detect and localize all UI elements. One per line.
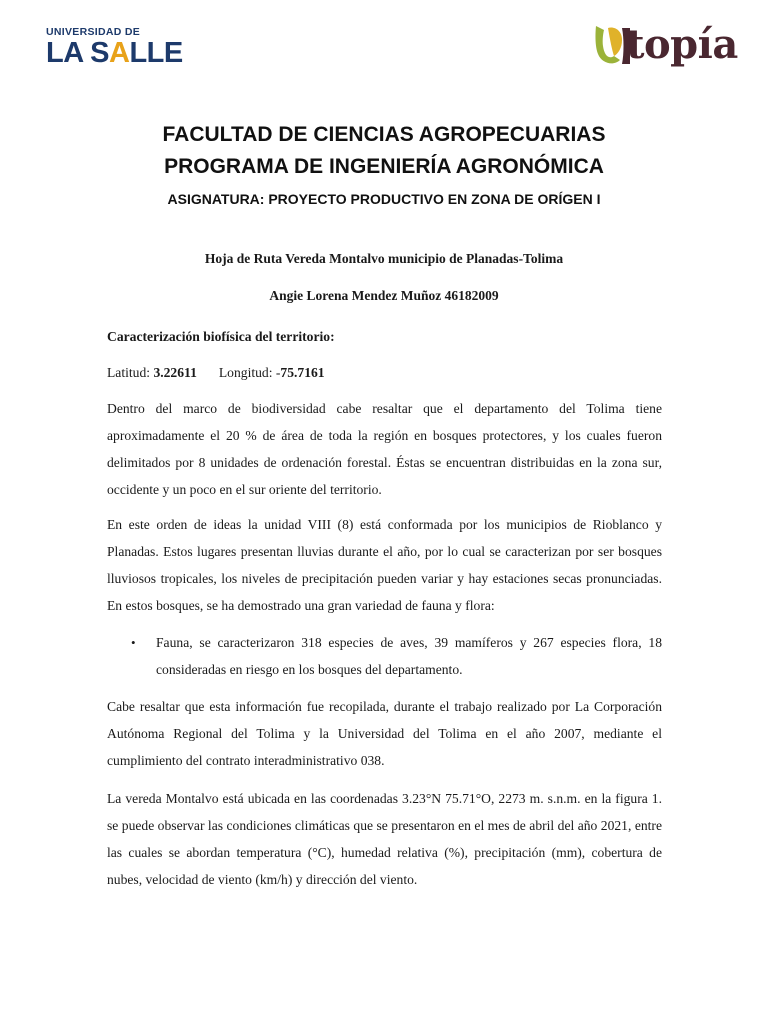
paragraph-source: Cabe resaltar que esta información fue recopilada, durante el trabajo realizado por La Corporación Autónoma Regional del Tolima y la Universidad del Tolima en el año 2007, mediante el cumplimiento del contrato interadministrativo 038. [107,699,662,768]
la-salle-logo-small-text: UNIVERSIDAD DE [46,26,141,38]
longitude-value: 75.7161 [280,365,325,380]
utopia-logo [592,20,742,72]
paragraph-biodiversity: Dentro del marco de biodiversidad cabe resaltar que el departamento del Tolima tiene aproximadamente el 20 % de área de toda la región en bosques protectores, y los cuales fueron delimitados por 8 unidades de ordenación forestal. Éstas se encuentran distribuidas en la zona sur, occidente y un poco en el sur oriente del territorio. [107,401,662,497]
subject-title: ASIGNATURA: PROYECTO PRODUCTIVO EN ZONA DE ORÍGEN I [167,191,601,207]
longitude-label: Longitud: - [218,365,281,380]
latitude-value: 3.22611 [153,365,197,380]
section-heading: Caracterización biofísica del territorio: [107,329,335,344]
latitude-label: Latitud: [107,365,154,380]
route-title: Hoja de Ruta Vereda Montalvo municipio de Planadas-Tolima [204,251,564,266]
la-salle-logo-big-text: LA SALLE [46,37,183,69]
utopia-logo-text: topía [626,21,738,68]
paragraph-location: La vereda Montalvo está ubicada en las coordenadas 3.23°N 75.71°O, 2273 m. s.n.m. en la figura 1. se puede observar las condiciones climáticas que se presentaron en el mes de abril del año 2021, entre las cuales se abordan temperatura (°C), humedad relativa (%), precipitación (mm), cobertura de nubes, velocidad de viento (km/h) y dirección del viento. [107,791,662,887]
program-title: PROGRAMA DE INGENIERÍA AGRONÓMICA [164,155,604,178]
coordinates-line [107,359,662,386]
bullet-icon: • [131,635,136,650]
list-item-text: Fauna, se caracterizaron 318 especies de aves, 39 mamíferos y 267 especies flora, 18 consideradas en riesgo en los bosques del departamento. [156,635,662,677]
la-salle-logo [46,26,196,72]
list-item-fauna [131,629,662,683]
author-line: Angie Lorena Mendez Muñoz 46182009 [269,288,499,303]
paragraph-unit-viii: En este orden de ideas la unidad VIII (8) está conformada por los municipios de Rioblanco y Planadas. Estos lugares presentan lluvias durante el año, por lo cual se caracterizan por ser bosques lluviosos tropicales, los niveles de precipitación pueden variar y hay estaciones secas pronunciadas. En estos bosques, se ha demostrado una gran variedad de fauna y flora: [107,517,662,613]
faculty-title: FACULTAD DE CIENCIAS AGROPECUARIAS [162,123,606,146]
